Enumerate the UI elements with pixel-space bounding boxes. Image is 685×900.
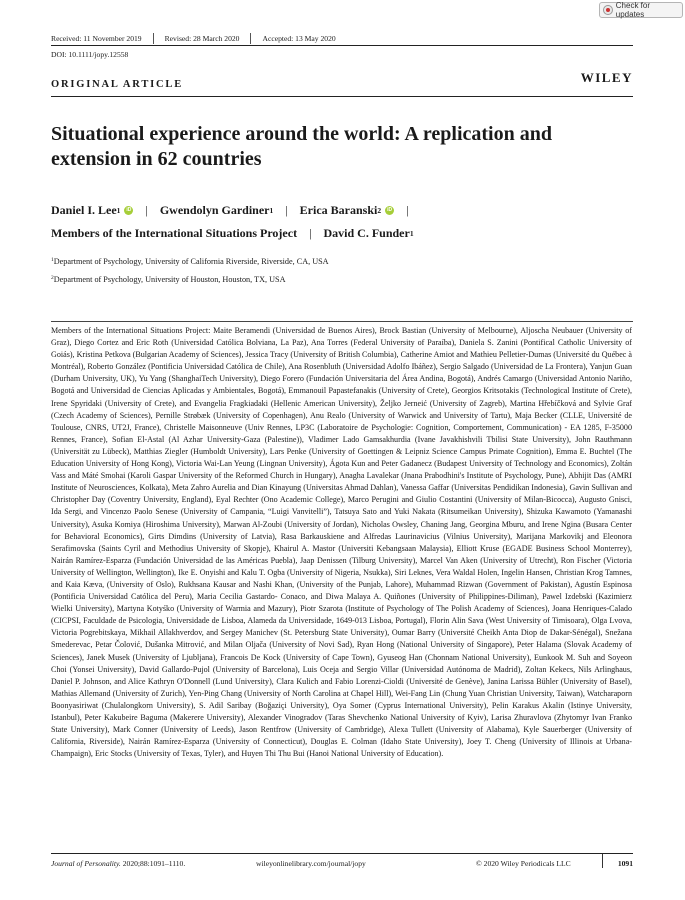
affiliation-text: Department of Psychology, University of Houston, Houston, TX, USA	[53, 275, 286, 284]
orcid-label: iD	[126, 207, 132, 213]
author-separator: |	[406, 203, 409, 217]
publication-dates	[51, 33, 347, 44]
author-separator: |	[309, 226, 312, 240]
received-date: Received: 11 November 2019	[51, 34, 142, 43]
doi-link[interactable]: DOI: 10.1111/jopy.12558	[51, 50, 129, 59]
journal-citation	[51, 859, 185, 868]
author-name: Daniel I. Lee	[51, 203, 117, 217]
footer-divider	[602, 854, 603, 868]
check-for-updates-label: Check for updates	[615, 1, 651, 19]
author-name: Members of the International Situations Project	[51, 226, 298, 240]
affiliation-list	[51, 253, 329, 289]
author-name: Erica Baranski	[299, 203, 378, 217]
affiliation-item	[51, 271, 329, 289]
header-rule	[51, 45, 633, 46]
author-separator: |	[285, 203, 288, 217]
revised-date: Revised: 28 March 2020	[153, 33, 251, 44]
author-name: David C. Funder	[323, 226, 410, 240]
author-separator: |	[145, 203, 148, 217]
author-row-2: Members of the International Situations Project | David C. Funder 1	[51, 222, 421, 245]
title-rule	[51, 96, 633, 97]
accepted-date: Accepted: 13 May 2020	[250, 33, 346, 44]
page-number: 1091	[617, 859, 633, 868]
orcid-label: iD	[387, 207, 393, 213]
article-title: Situational experience around the world: A replication and extension in 62 countries	[51, 123, 552, 170]
journal-url-link[interactable]: wileyonlinelibrary.com/journal/jopy	[256, 859, 366, 868]
check-for-updates-button[interactable]	[599, 2, 683, 18]
affiliation-sup: 1	[51, 257, 54, 263]
author-list	[51, 199, 421, 245]
members-note: Members of the International Situations Project: Maite Beramendi (Universidad de Buenos Aires), Brock Bastian (University of Melbourne), Aljoscha Neubauer (University of Graz), Diego Cortez and Eric Roth (Universidad Católica Bolviana, La Paz), Ana Torres (Federal University of Paraíba), Daniela S. Zanini (Pontifical Catholic University of Goiás), Kristina Petkova (Bulgarian Academy of Sciences), Jessica Tracy (University of British Columbia), Catherine Amiot and Mathieu Pelletier-Dumas (Université du Québec à Montréal), Roberto González (Pontificia Universidad Católica de Chile), Ana Rosenbluth (Universidad Adolfo Ibáñez), Sergio Salgado (Universidad de La Frontera), Yanjun Guan (Durham University, UK), Yu Yang (ShanghaiTech University), Diego Forero (Fundación Universitaria del Área Andina, Bogotá), Andrés Camargo (Universidad Antonio Nariño, Bogotá and Universidad de Ciencias Aplicadas y Ambientales, Bogotá), Emmanouil Papastefanakis (University of Crete), Georgios Kritsotakis (Technological Institute of Crete), Irene Spyridaki (University of Crete), and Evangelia Fragkiadaki (Hellenic American University), Željko Jerneić (University of Zagreb), Martina Hřebíčková and Sylvie Graf (Czech Academy of Sciences), Pernille Strøbæk (University of Copenhagen), Anu Realo (University of Warwick and University of Tartu), Maja Becker (CLLE, Université de Toulouse, CNRS, UT2J, France), Christelle Maisonneuve (Univ Rennes, LP3C (Laboratoire de Psychologie: Cognition, Comportement, Communication) - EA 1285, F-35000 Rennes, France), Sofian El-Astal (Al Azhar University-Gaza (Palestine)), Vladimer Lado Gamsakhurdia (Ivane Javakhishvili Tbilisi State University), John Rauthmann (Universität zu Lübeck), Matthias Ziegler (Humboldt University), Lars Penke (University of Goettingen & Leipniz Science Campus Primate Cognition), Emma E. Buchtel (The Education University of Hong Kong), Victoria Wai-Lan Yeung (Lingnan University), Ágota Kun and Peter Gadanecz (Budapest University of Technology and Economics), Zoltán Vass and Máté Smohai (Karoli Gaspar University of the Reformed Church in Hungary), Anagha Lavalekar (Jnana Prabodhini's Institute of Psychology, Pune), Abhijit Das (AMRI Institute of Neurosciences, Kolkata), Meta Zahro Aurelia and Dian Kinayung (Universitas Ahmad Dahlan), Vanessa Gaffar (Universitas Pendidikan Indonesia), Gavin Sullivan and Christopher Day (Coventry University, England), Eyal Rechter (Ono Academic College), Marco Perugini and Giulio Costantini (University of Milan-Bicocca), Augusto Gnisci, Ida Sergi, and Vincenzo Paolo Senese (University of Campania, “Luigi Vanvitelli”), Tatsuya Sato and Yuki Nakata (Ritsumeikan University), Shizuka Kawamoto (Yamanashi University), Asuka Komiya (Hiroshima University), Marwan Al-Zoubi (University of Jordan), Nicholas Owsley, Chaning Jang, Georgina Mburu, and Irene Ngina (Busara Center for Behavioral Economics), Girts Dimdins (University of Latvia), Rasa Barkauskiene and Alfredas Laurinavicius (Vilnius University), Marijana Markovikj and Eleonora Serafimovska (Saints Cyril and Methodius University of Skopje), Khairul A. Mastor (Universiti Kebangsaan Malaysia), Elliott Kruse (EGADE Business School Monterrey), Nairán Ramírez-Esparza (Fundación Universidad de las Américas Puebla), Jaap Denissen (Tilburg University), Marcel Van Aken (University of Utrecht), Ron Fischer (Victoria University of Wellington, Wellington), Ike E. Onyishi and Kalu T. Ogba (University of Nigeria, Nsukka), Siri Leknes, Vera Waldal Holen, Ingelin Hansen, Christian Krog Tamnes, and Kaia Kæva, (University of Oslo), Rukhsana Kausar and Nashi Khan, (University of the Punjab, Lahore), Muhammad Rizwan (Government of Pakistan), Agustín Espinosa (Pontificia Universidad Católica del Peru), Maria Cecilia Gastardo- Conaco, and Diwa Malaya A. Quiñones (University of Philippines-Diliman), Pawel Izdebski (Kazimierz Wielki University), Martyna Kotyśko (University of Warmia and Mazury), Piotr Szarota (Institute of Psychology of The Polish Academy of Sciences), Joana Henriques-Calado (CICPSI, Faculdade de Psicologia, Universidade de Lisboa, Alameda da Universidade, 1649-013 Lisboa, Portugal), Florin Alin Sava (West University of Timisoara), Olga Lvova, Victoria Pogrebitskaya, Mikhail Allakhverdov, and Sergey Manichev (St. Petersburg State University), Oumar Barry (Université Cheikh Anta Diop de Dakar-Sénégal), Snežana Smederevac, Petar Čolović, Dušanka Mitrović, and Milan Oljača (University of Novi Sad), Ryan Hong (National University of Singapore), Peter Halama (Slovak Academy of Sciences), Janek Musek (University of Ljubljana), Francois De Kock (University of Cape Town), Gyuseog Han (Chonnam National University), Eunkook M. Suh and Soyeon Choi (Yonsei University), David Gallardo-Pujol (University of Barcelona), Luis Oceja and Sergio Villar (Universidad Autónoma de Madrid), Zoltan Kekecs, Nils Arlinghaus, Daniel P. Johnson, and Alice Kathryn O'Donnell (Lund University), Clara Kulich and Fabio Lorenzi-Cioldi (Université de Genève), Janina Larissa Bühler (University of Basel), Mathias Allemand (University of Zurich), Yen-Ping Chang (University of North Carolina at Chapel Hill), Wei-Fang Lin (Chung Yuan Christian University, Taiwan), Watcharaporn Boonyasiriwat (Chulalongkorn University), S. Adil Saribay (Boğaziçi University), Oya Somer (Cyprus International University), Pelin Karakus Akalin (Istinye University, Istanbul), Peter Kakubeire Baguma (Makerere University), Alexander Vinogradov (Taras Shevchenko National University of Kyiv), Larisa Zhuravlova (Zhytomyr Ivan Franko State University), Mark Conner (University of Leeds), Jason Rentfrow (University of Cambridge), Alexa Tullett (University of Alabama), Kyle Sauerberger (University of California, Riverside), Nairán Ramírez-Esparza (University of Connecticut), Douglas E. Colman (Idaho State University), Joey T. Cheng (University of Illinois at Urbana-Champaign), Eric Stocks (University of Texas, Tyler), and Huyen Thi Thu Bui (Hanoi National University of Education).	[51, 326, 632, 759]
orcid-icon[interactable]	[385, 206, 394, 215]
crossmark-icon	[603, 5, 613, 15]
affiliation-text: Department of Psychology, University of California Riverside, Riverside, CA, USA	[53, 257, 329, 266]
author-name: Gwendolyn Gardiner	[159, 203, 270, 217]
author-row-1: Daniel I. Lee 1 iD | Gwendolyn Gardiner 1 | Erica Baranski 2 iD |	[51, 199, 421, 222]
journal-name: Journal of Personality.	[51, 859, 121, 868]
copyright-notice: © 2020 Wiley Periodicals LLC	[476, 859, 571, 868]
members-rule	[51, 321, 633, 322]
affiliation-sup: 2	[51, 275, 54, 281]
page-footer	[51, 857, 633, 870]
article-type: ORIGINAL ARTICLE	[51, 79, 184, 90]
publisher-logo: WILEY	[580, 70, 633, 85]
affiliation-item	[51, 253, 329, 271]
footer-rule	[51, 853, 633, 854]
citation-volume: 2020;88:1091–1110.	[120, 859, 186, 868]
orcid-icon[interactable]	[124, 206, 133, 215]
